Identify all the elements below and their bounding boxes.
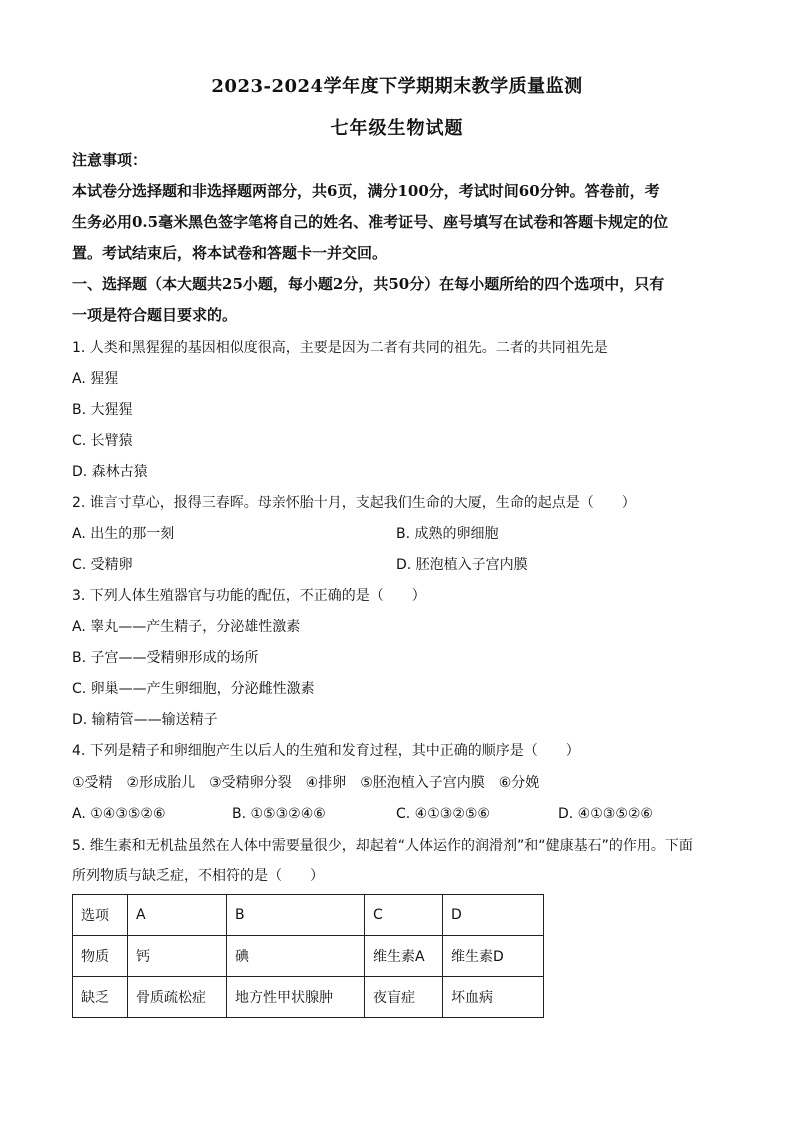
table-row: [73, 936, 544, 977]
section-heading: 一、选择题（本大题共25小题，每小题2分，共50分）在每小题所给的四个选项中，只有: [72, 275, 665, 293]
table-cell: A: [128, 895, 227, 936]
table-cell: B: [227, 895, 365, 936]
option: A. 出生的那一刻: [72, 526, 175, 542]
table-cell: D: [443, 895, 544, 936]
table-cell: 维生素A: [365, 936, 443, 977]
table-cell: 地方性甲状腺肿: [227, 977, 365, 1018]
question-stem: 所列物质与缺乏症，不相符的是（ ）: [72, 868, 324, 884]
option-row: [72, 524, 732, 544]
option: C. 卵巢——产生卵细胞，分泌雌性激素: [72, 681, 315, 697]
question-stem: 4. 下列是精子和卵细胞产生以后人的生殖和发育过程，其中正确的顺序是（ ）: [72, 743, 580, 759]
section-heading: 一项是符合题目要求的。: [72, 306, 238, 324]
option-row: [72, 555, 732, 575]
option: C. 长臂猿: [72, 433, 133, 449]
option: D. 输精管——输送精子: [72, 712, 218, 728]
option: A. 猩猩: [72, 371, 119, 387]
question-stem: 1. 人类和黑猩猩的基因相似度很高，主要是因为二者有共同的祖先。二者的共同祖先是: [72, 340, 608, 356]
option: A. 睾丸——产生精子，分泌雄性激素: [72, 619, 301, 635]
process-items: ①受精 ②形成胎儿 ③受精卵分裂 ④排卵 ⑤胚泡植入子宫内膜 ⑥分娩: [72, 775, 540, 791]
option: B. 成熟的卵细胞: [396, 526, 499, 542]
table-row: [73, 977, 544, 1018]
option: B. ①⑤③②④⑥: [232, 806, 326, 822]
table-cell: 骨质疏松症: [128, 977, 227, 1018]
question-stem: 3. 下列人体生殖器官与功能的配伍，不正确的是（ ）: [72, 588, 426, 604]
table-cell: 缺乏: [73, 977, 128, 1018]
exam-subtitle: 七年级生物试题: [330, 118, 464, 139]
table-cell: 选项: [73, 895, 128, 936]
option: D. ④①③⑤②⑥: [558, 806, 653, 822]
table-cell: 物质: [73, 936, 128, 977]
option: A. ①④③⑤②⑥: [72, 806, 166, 822]
notice-heading: 注意事项：: [72, 151, 148, 169]
table-cell: 夜盲症: [365, 977, 443, 1018]
notice-line: 本试卷分选择题和非选择题两部分，共6页，满分100分，考试时间60分钟。答卷前，考: [72, 182, 660, 200]
option: B. 子宫——受精卵形成的场所: [72, 650, 259, 666]
vitamin-table: [72, 894, 544, 1018]
question-stem: 2. 谁言寸草心，报得三春晖。母亲怀胎十月，支起我们生命的大厦，生命的起点是（ ）: [72, 495, 636, 511]
table-cell: 维生素D: [443, 936, 544, 977]
table-cell: 碘: [227, 936, 365, 977]
option: C. ④①③②⑤⑥: [396, 806, 490, 822]
notice-line: 置。考试结束后，将本试卷和答题卡一并交回。: [72, 244, 388, 262]
question-stem: 5. 维生素和无机盐虽然在人体中需要量很少，却起着“人体运作的润滑剂”和“健康基石”的作用。下面: [72, 838, 693, 854]
table-row: [73, 895, 544, 936]
option: C. 受精卵: [72, 557, 133, 573]
option: D. 森林古猿: [72, 464, 148, 480]
table-cell: 钙: [128, 936, 227, 977]
table-cell: 坏血病: [443, 977, 544, 1018]
notice-line: 生务必用0.5毫米黑色签字笔将自己的姓名、准考证号、座号填写在试卷和答题卡规定的位: [72, 213, 669, 231]
option: D. 胚泡植入子宫内膜: [396, 557, 528, 573]
exam-title: 2023-2024学年度下学期期末教学质量监测: [211, 76, 583, 97]
option: B. 大猩猩: [72, 402, 133, 418]
table-cell: C: [365, 895, 443, 936]
